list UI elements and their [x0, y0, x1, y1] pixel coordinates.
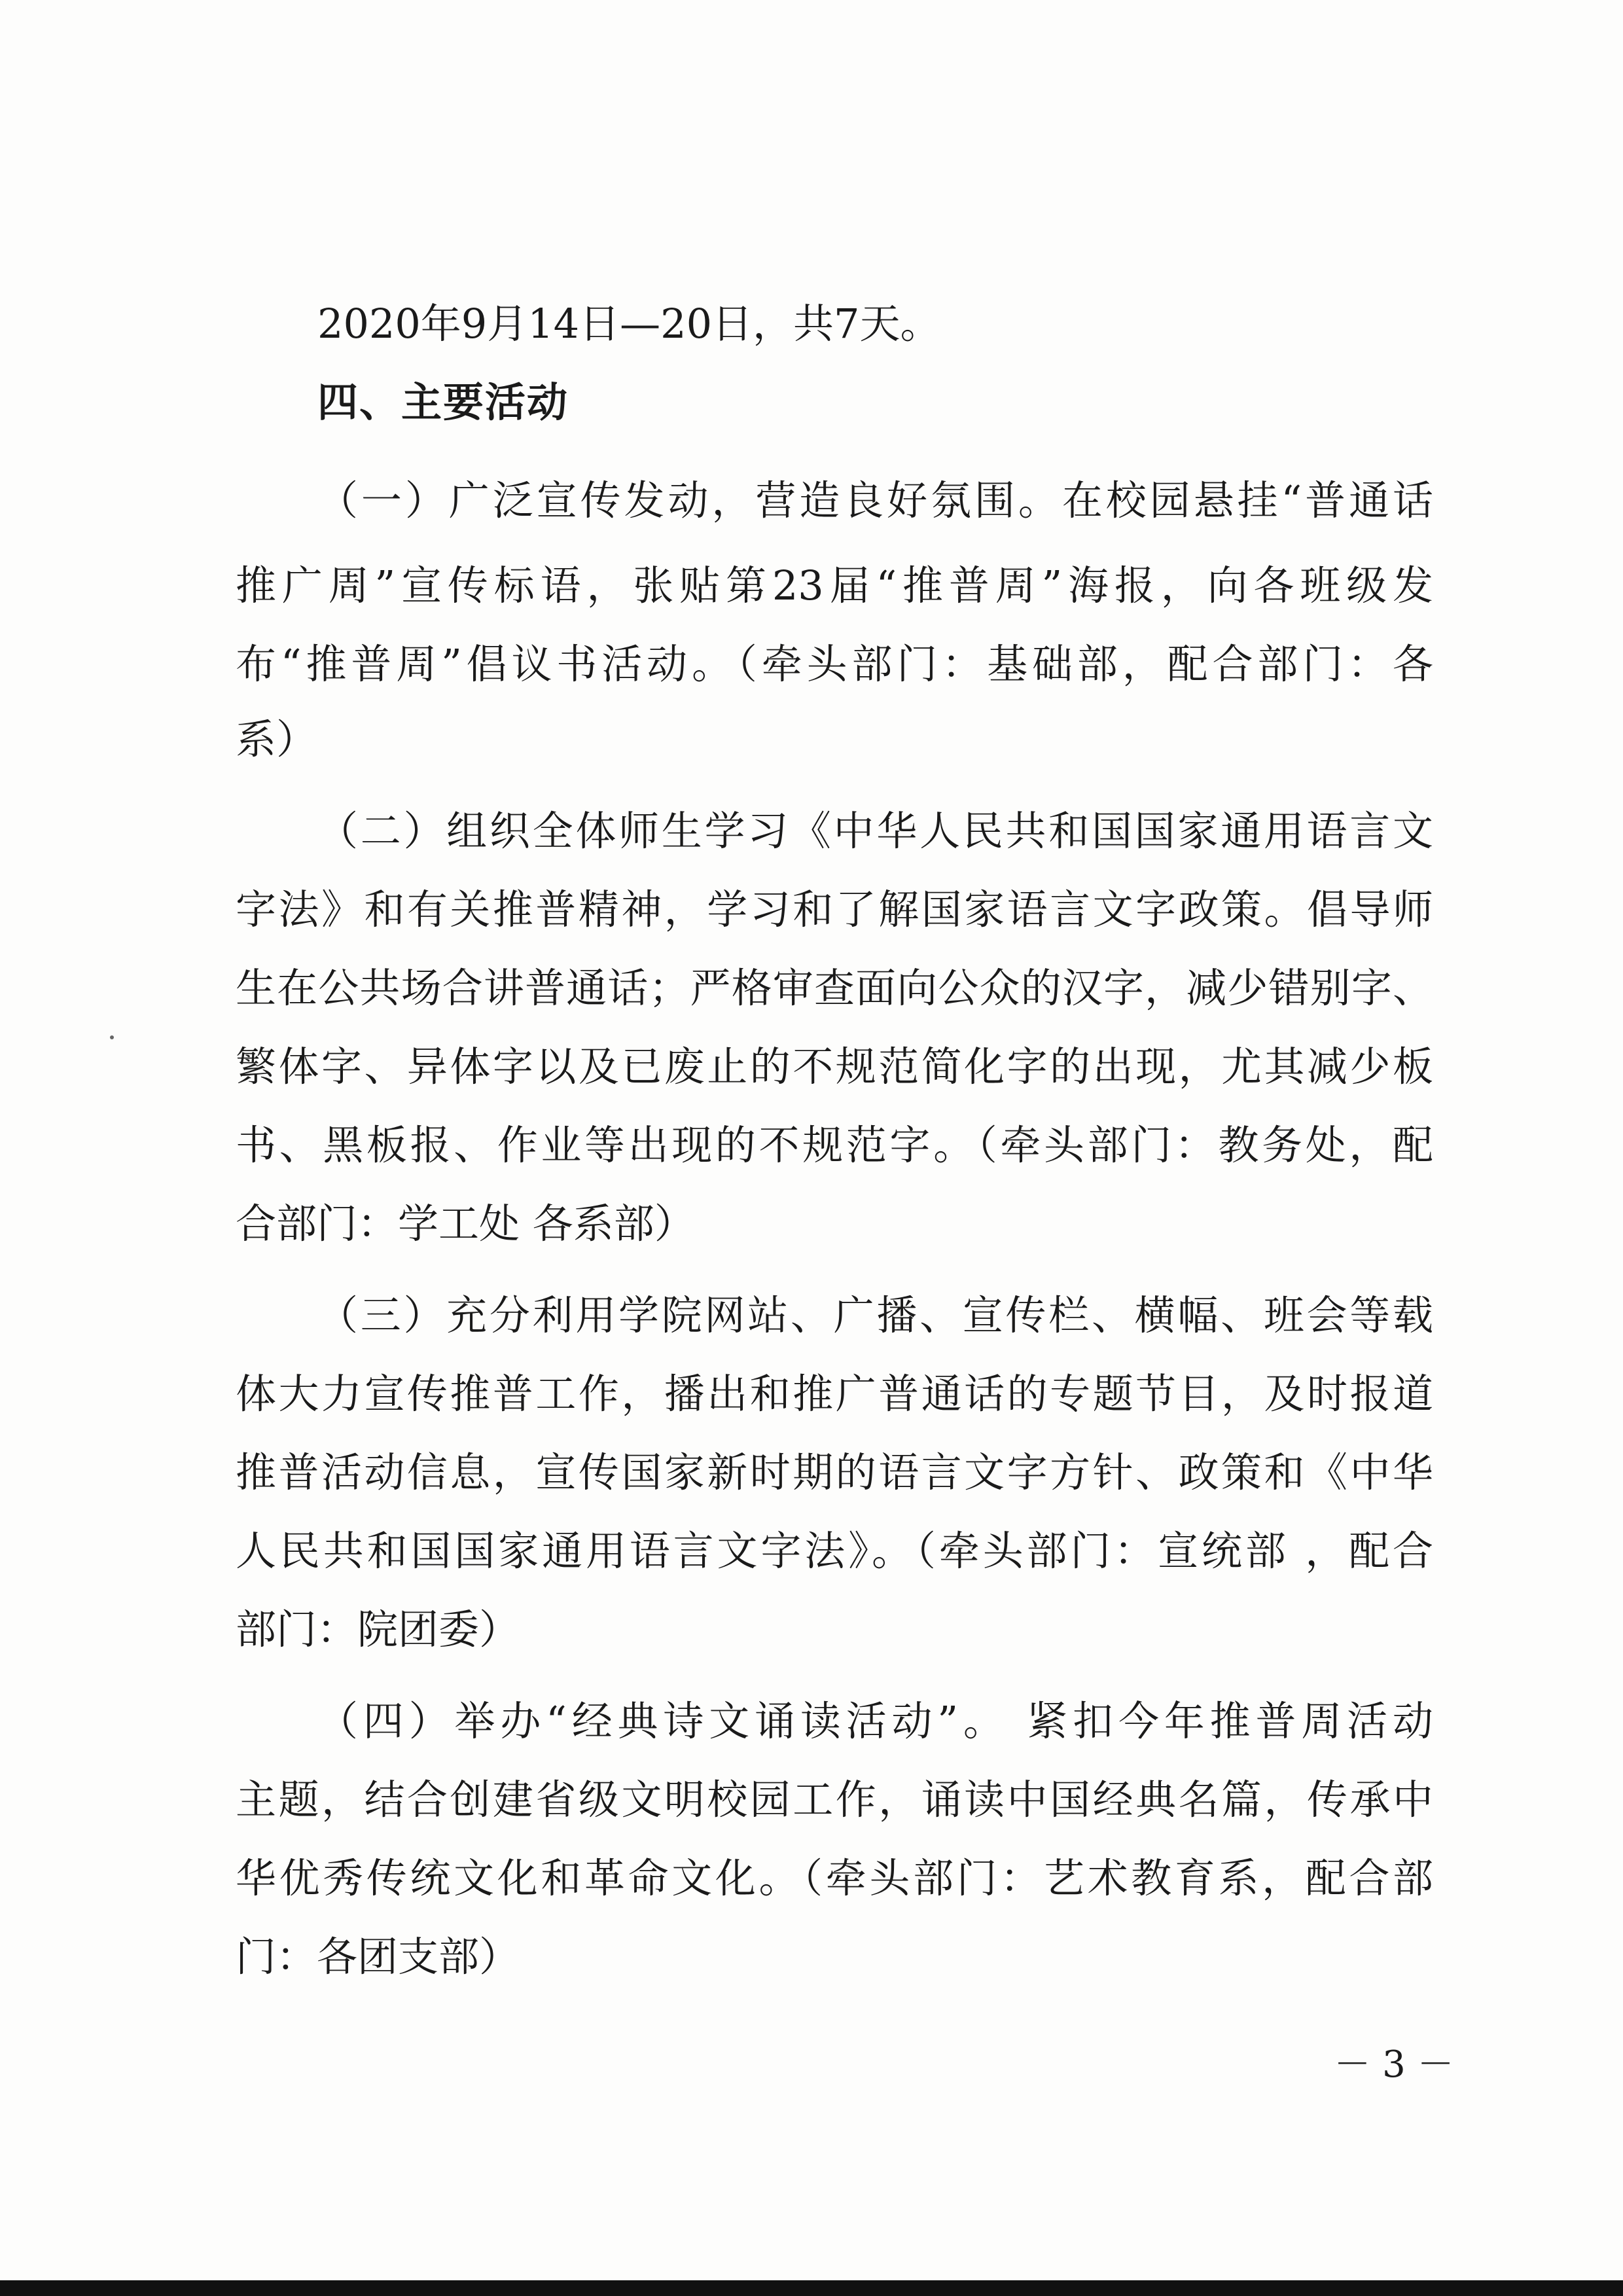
text-line: （一）广泛宣传发动，营造良好氛围。在校园悬挂“普通话: [317, 476, 1433, 524]
page-number: － 3 －: [1334, 2043, 1454, 2086]
text-line: 推广周”宣传标语，张贴第23届“推普周”海报，向各班级发: [236, 562, 1433, 609]
text-line: 书、黑板报、作业等出现的不规范字。（牵头部门：教务处，配: [236, 1121, 1433, 1169]
text-line: 生在公共场合讲普通话；严格审查面向公众的汉字，减少错别字、: [236, 964, 1433, 1012]
text-line: 门：各团支部）: [236, 1933, 520, 1981]
text-line: （二）组织全体师生学习《中华人民共和国国家通用语言文: [317, 807, 1433, 855]
text-line: 华优秀传统文化和革命文化。（牵头部门：艺术教育系，配合部: [236, 1854, 1433, 1902]
text-line: （四）举办“经典诗文诵读活动”。 紧扣今年推普周活动: [317, 1697, 1433, 1745]
text-line: 字法》和有关推普精神，学习和了解国家语言文字政策。倡导师: [236, 886, 1433, 933]
text-line: 主题，结合创建省级文明校园工作，诵读中国经典名篇，传承中: [236, 1776, 1433, 1823]
text-line: 合部门：学工处 各系部）: [236, 1200, 695, 1247]
section-heading: 四、主要活动: [317, 378, 569, 426]
scan-bottom-edge: [0, 2280, 1623, 2296]
text-line: 布“推普周”倡议书活动。（牵头部门：基础部，配合部门：各: [236, 640, 1433, 688]
text-line: （三）充分利用学院网站、广播、宣传栏、横幅、班会等载: [317, 1291, 1433, 1339]
text-line: 部门：院团委）: [236, 1605, 520, 1653]
text-line: 繁体字、异体字以及已废止的不规范简化字的出现，尤其减少板: [236, 1043, 1433, 1090]
text-line: 推普活动信息，宣传国家新时期的语言文字方针、政策和《中华: [236, 1448, 1433, 1496]
text-line: 2020年9月14日—20日，共7天。: [317, 300, 941, 348]
text-line: 系）: [236, 715, 317, 763]
text-line: 人民共和国国家通用语言文字法》。（牵头部门：宣统部 ，配合: [236, 1527, 1433, 1575]
scan-speck: [110, 1035, 114, 1039]
text-line: 体大力宣传推普工作，播出和推广普通话的专题节目，及时报道: [236, 1370, 1433, 1418]
